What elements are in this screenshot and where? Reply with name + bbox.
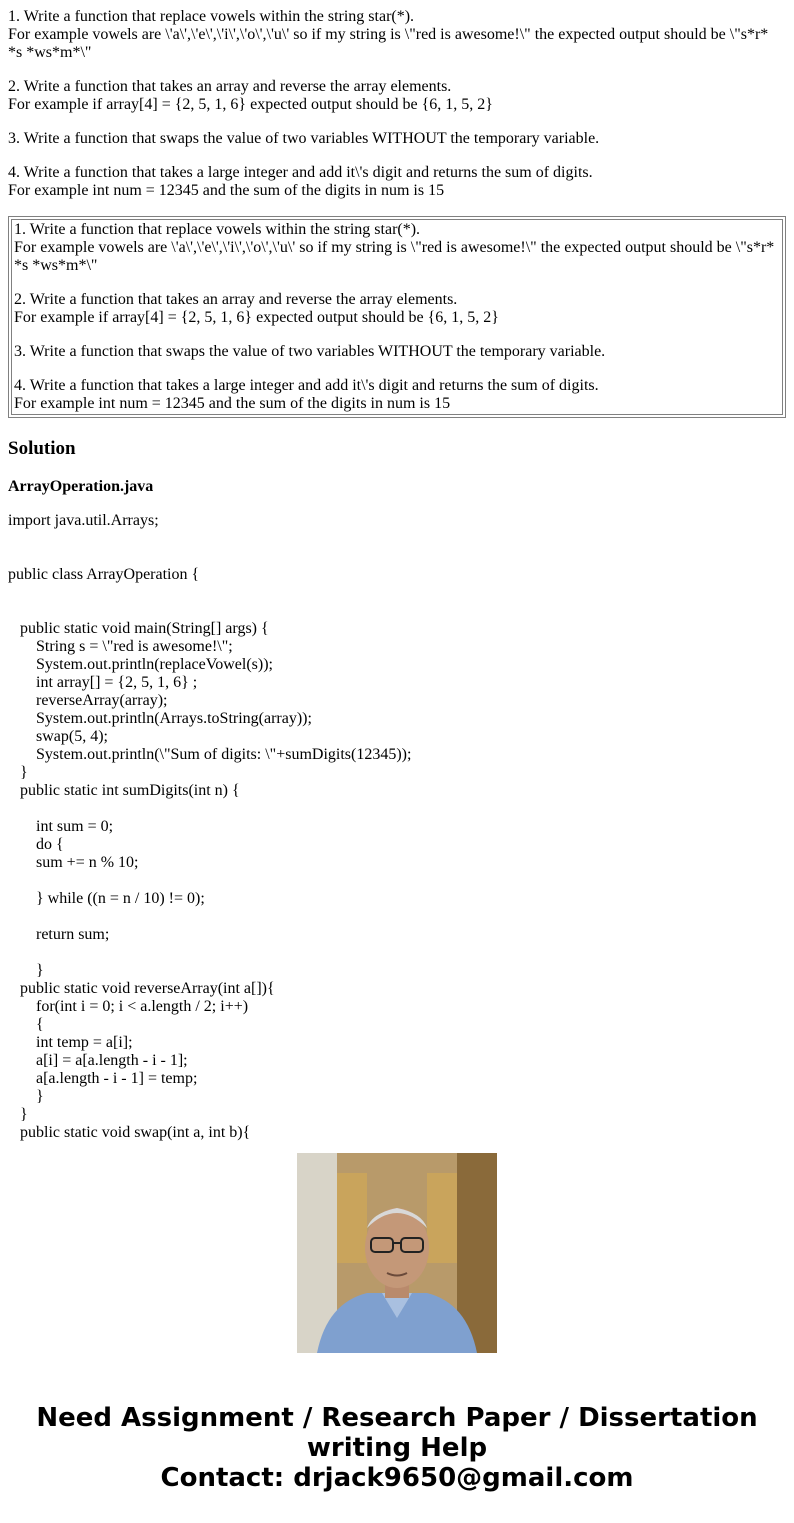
question-example: For example if array[4] = {2, 5, 1, 6} expected output should be {6, 1, 5, 2} [8, 96, 493, 113]
code-line: public static void swap(int a, int b){ [8, 1124, 251, 1141]
code-line: } [8, 1088, 44, 1105]
code-line [8, 908, 786, 926]
question-example: For example vowels are \'a\',\'e\',\'i\',\'o\',\'u\' so if my string is \"red is awesome!\" the expected output should be \"s*r* *s *ws*m*\" [14, 239, 779, 274]
code-line: sum += n % 10; [8, 854, 139, 871]
code-line: } while ((n = n / 10) != 0); [8, 890, 205, 907]
question-item [14, 343, 781, 361]
file-name: ArrayOperation.java [8, 478, 154, 495]
code-line: a[a.length - i - 1] = temp; [8, 1070, 198, 1087]
code-line [8, 584, 786, 602]
person-photo-icon [297, 1153, 497, 1353]
code-line: } [8, 764, 28, 781]
code-line [8, 944, 786, 962]
question-gap [14, 275, 781, 291]
code-line: import java.util.Arrays; [8, 512, 159, 529]
code-line: do { [8, 836, 64, 853]
author-avatar [297, 1153, 497, 1353]
code-listing [8, 512, 786, 1141]
code-line: } [8, 1106, 28, 1123]
question-example: For example if array[4] = {2, 5, 1, 6} expected output should be {6, 1, 5, 2} [14, 309, 499, 326]
code-line: public class ArrayOperation { [8, 566, 200, 583]
code-line: for(int i = 0; i < a.length / 2; i++) [8, 998, 249, 1015]
code-line [8, 530, 786, 548]
question-text: 2. Write a function that takes an array and reverse the array elements. [14, 291, 458, 308]
code-line [8, 548, 786, 566]
footer-help-text: Need Assignment / Research Paper / Dissertation writing Help [36, 1403, 758, 1463]
question-gap [8, 114, 786, 130]
code-line: int temp = a[i]; [8, 1034, 133, 1051]
question-gap [14, 361, 781, 377]
code-line: reverseArray(array); [8, 692, 168, 709]
question-item [14, 377, 781, 413]
question-item [8, 130, 786, 148]
code-line: System.out.println(Arrays.toString(array)); [8, 710, 312, 727]
code-line: } [8, 962, 44, 979]
question-text: 1. Write a function that replace vowels within the string star(*). [14, 221, 421, 238]
question-text: 3. Write a function that swaps the value of two variables WITHOUT the temporary variable. [14, 343, 606, 360]
code-line: int sum = 0; [8, 818, 114, 835]
code-line [8, 800, 786, 818]
question-text: 2. Write a function that takes an array and reverse the array elements. [8, 78, 452, 95]
questions-table-cell [11, 219, 783, 415]
code-line: String s = \"red is awesome!\"; [8, 638, 233, 655]
question-gap [8, 148, 786, 164]
code-line: public static int sumDigits(int n) { [8, 782, 240, 799]
code-line: public static void main(String[] args) { [8, 620, 269, 637]
question-item [8, 164, 786, 200]
question-gap [14, 327, 781, 343]
question-text: 4. Write a function that takes a large integer and add it\'s digit and returns the sum of digits. [8, 164, 593, 181]
question-example: For example int num = 12345 and the sum of the digits in num is 15 [14, 395, 451, 412]
question-text: 4. Write a function that takes a large integer and add it\'s digit and returns the sum of digits. [14, 377, 599, 394]
question-example: For example vowels are \'a\',\'e\',\'i\',\'o\',\'u\' so if my string is \"red is awesome!\" the expected output should be \"s*r* *s *ws*m*\" [8, 26, 773, 61]
question-text: 3. Write a function that swaps the value of two variables WITHOUT the temporary variable. [8, 130, 600, 147]
solution-heading: Solution [8, 438, 76, 459]
question-item [14, 291, 781, 327]
footer-banner [0, 1403, 794, 1493]
questions-table [8, 216, 786, 418]
code-line: { [8, 1016, 44, 1033]
code-line: int array[] = {2, 5, 1, 6} ; [8, 674, 198, 691]
question-example: For example int num = 12345 and the sum of the digits in num is 15 [8, 182, 445, 199]
code-lines [8, 512, 786, 1142]
questions-list [8, 8, 786, 200]
code-line: a[i] = a[a.length - i - 1]; [8, 1052, 188, 1069]
question-item [8, 78, 786, 114]
code-line: public static void reverseArray(int a[]){ [8, 980, 275, 997]
code-line: return sum; [8, 926, 110, 943]
footer-contact: Contact: drjack9650@gmail.com [160, 1463, 634, 1493]
code-line [8, 602, 786, 620]
code-line: swap(5, 4); [8, 728, 108, 745]
question-item [8, 8, 786, 62]
code-line: System.out.println(replaceVowel(s)); [8, 656, 273, 673]
code-line [8, 872, 786, 890]
question-gap [8, 62, 786, 78]
question-item [14, 221, 781, 275]
code-line: System.out.println(\"Sum of digits: \"+sumDigits(12345)); [8, 746, 412, 763]
question-text: 1. Write a function that replace vowels within the string star(*). [8, 8, 415, 25]
